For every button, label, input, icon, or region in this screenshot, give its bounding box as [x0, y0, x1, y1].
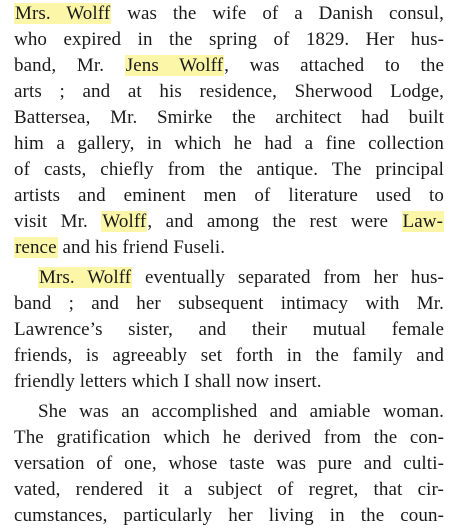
highlighted-name: Jens Wolff: [125, 55, 224, 76]
text-line: [14, 105, 444, 131]
text-run: cumstances, particularly her living in the coun-: [14, 505, 444, 526]
text-run: arts ; and at his residence, Sherwood Lodge,: [14, 81, 444, 102]
highlighted-name: Mrs. Wolff: [39, 267, 132, 288]
text-run: who expired in the spring of 1829. Her hus-: [14, 29, 444, 50]
text-line: [14, 503, 444, 529]
highlighted-name: Law-: [402, 211, 444, 232]
text-line: [14, 317, 444, 343]
text-run: band ; and her subsequent intimacy with Mr.: [14, 293, 444, 314]
text-line: [14, 53, 444, 79]
text-line: [14, 425, 444, 451]
text-line: [38, 399, 444, 425]
text-run: Lawrence’s sister, and their mutual female: [14, 319, 444, 340]
text-run: , was attached to the: [224, 55, 444, 76]
text-run: Battersea, Mr. Smirke the architect had built: [14, 107, 444, 128]
text-run: friendly letters which I shall now insert.: [14, 371, 322, 392]
text-run: and his friend Fuseli.: [57, 237, 226, 258]
highlighted-name: Wolff: [102, 211, 147, 232]
text-run: friends, is agreeably set forth in the family and: [14, 345, 444, 366]
highlighted-name: Mrs. Wolff: [15, 3, 111, 24]
text-line: [14, 209, 444, 235]
text-line: [14, 131, 444, 157]
text-run: band, Mr.: [14, 55, 125, 76]
text-line: [14, 27, 444, 53]
highlighted-name: rence: [15, 237, 57, 258]
text-line: [14, 369, 444, 395]
text-line: [14, 477, 444, 503]
text-run: The gratification which he derived from the con-: [14, 427, 444, 448]
text-run: eventually separated from her hus-: [132, 267, 444, 288]
text-line: [14, 1, 444, 27]
text-run: artists and eminent men of literature used to: [14, 185, 444, 206]
text-line: [14, 235, 444, 261]
text-line: [14, 157, 444, 183]
text-run: of casts, chiefly from the antique. The principal: [14, 159, 444, 180]
text-run: vated, rendered it a subject of regret, that cir-: [14, 479, 444, 500]
text-run: versation of one, whose taste was pure and culti-: [14, 453, 444, 474]
text-line: [38, 265, 444, 291]
text-run: was the wife of a Danish consul,: [111, 3, 445, 24]
text-line: [14, 451, 444, 477]
text-run: visit Mr.: [14, 211, 102, 232]
text-line: [14, 79, 444, 105]
text-line: [14, 183, 444, 209]
text-line: [14, 291, 444, 317]
text-run: him a gallery, in which he had a fine collection: [14, 133, 444, 154]
text-run: , and among the rest were: [147, 211, 402, 232]
text-line: [14, 343, 444, 369]
text-run: She was an accomplished and amiable woman.: [38, 401, 444, 422]
